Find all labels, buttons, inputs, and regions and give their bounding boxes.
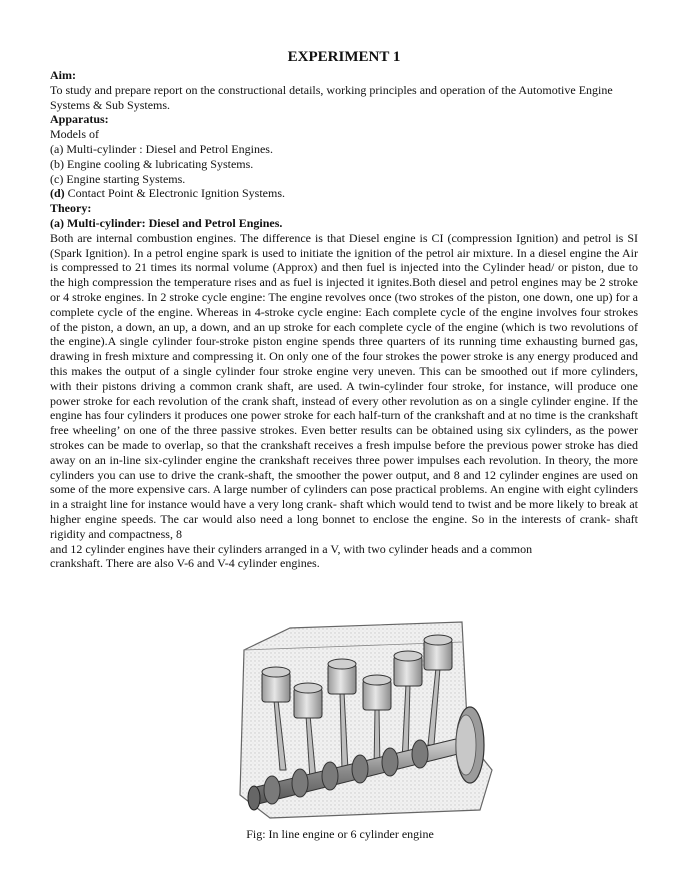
- theory-tail-line: crankshaft. There are also V-6 and V-4 cylinder engines.: [50, 556, 320, 571]
- theory-heading: Theory:: [50, 201, 92, 216]
- theory-subheading: (a) Multi-cylinder: Diesel and Petrol Engines.: [50, 215, 283, 230]
- apparatus-intro: Models of: [50, 127, 99, 142]
- apparatus-item: (a) Multi-cylinder : Diesel and Petrol Engines.: [50, 141, 273, 156]
- figure-caption: Fig: In line engine or 6 cylinder engine: [246, 827, 434, 841]
- apparatus-item-text: Contact Point & Electronic Ignition Systems.: [64, 186, 285, 201]
- theory-paragraph: Both are internal combustion engines. The difference is that Diesel engine is CI (compression Ignition) and petrol is SI (Spark Ignition). In a petrol engine spark is used to initiate the ignition of the petrol air mixture. In a diesel engine the Air is compressed to 21 times its normal volume (Approx) and then fuel is injected into the Cylinder head/ or piston, due to the high compression the temperature rises and as fuel is injected it ignites.Both diesel and petrol engines may be 2 stroke or 4 stroke engines. In 2 stroke cycle engine: The engine revolves once (two strokes of the piston, one down, one up) for a complete cycle of the engine. Whereas in 4-stroke cycle engine: Each complete cycle of the engine involves four strokes of the piston, a down, an up, a down, and an up stroke for each complete cycle of the engine (which is two revolutions of the engine).A single cylinder four-stroke piston engine spends three quarters of its running time exhausting burned gas, drawing in fresh mixture and compressing it. On only one of the four strokes the power stroke is any energy produced and this makes the output of a single cylinder four stroke engine very uneven. This can be smoothed out if more cylinders, with their pistons driving a common crank shaft, are used. A twin-cylinder four stroke, for instance, will produce one power stroke for each revolution of the crank shaft, instead of every other revolution as on a single cylinder engine. If the engine has four cylinders it produces one power stroke for each half-turn of the crankshaft and at no time is the crankshaft free wheeling’ on one of the three passive strokes. Even better results can be obtained using six cylinders, as the power strokes can be made to overlap, so that the crankshaft receives a fresh impulse before the previous power stroke has died away on an in-line six-cylinder engine the crankshaft receives three power impulses each revolution. In theory, the more cylinders you can use to drive the crank-shaft, the smoother the power output, and 8 and 12 cylinder engines are used on some of the more expensive cars. A large number of cylinders can pose practical problems. An engine with eight cylinders in a straight line for instance would have a very long crank- shaft which would tend to twist and be more likely to break at higher engine speeds. The car would also need a long bonnet to enclose the engine. So in the interests of crank- shaft rigidity and compactness, 8: [50, 230, 638, 541]
- apparatus-item: [50, 186, 638, 201]
- page-title: EXPERIMENT 1: [287, 49, 401, 65]
- engine-illustration: [230, 620, 500, 820]
- apparatus-item: (c) Engine starting Systems.: [50, 171, 186, 186]
- theory-tail-line: and 12 cylinder engines have their cylinders arranged in a V, with two cylinder heads and a common: [50, 541, 533, 556]
- apparatus-heading: Apparatus:: [50, 112, 109, 127]
- apparatus-item: (b) Engine cooling & lubricating Systems.: [50, 156, 254, 171]
- aim-text: To study and prepare report on the constructional details, working principles and operation of the Automotive Engine Systems & Sub Systems.: [50, 82, 613, 112]
- document-page: [50, 48, 638, 571]
- aim-heading: Aim:: [50, 68, 76, 82]
- apparatus-item-label: (d): [50, 186, 65, 201]
